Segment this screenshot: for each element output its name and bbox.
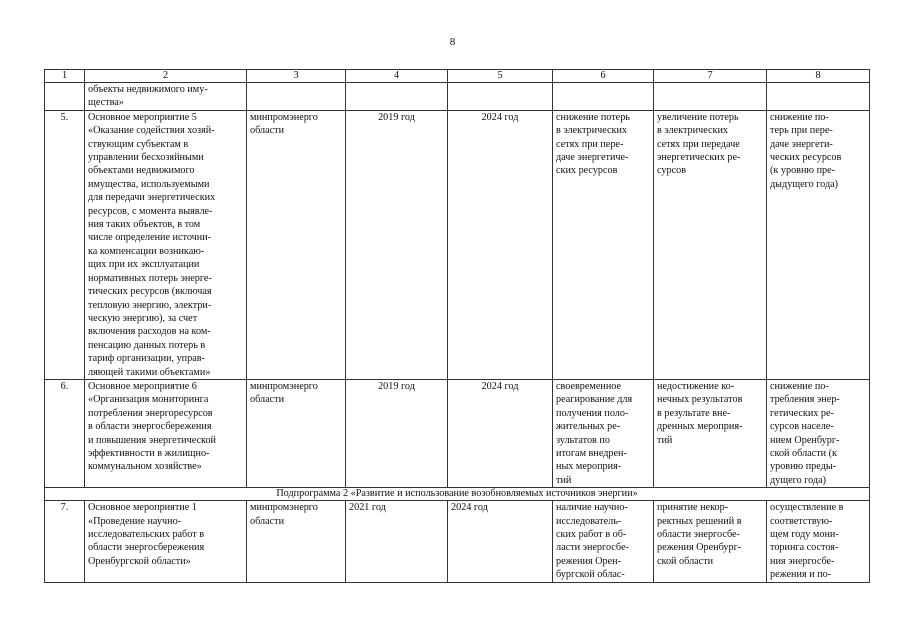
- indicator-cell: осуществление в соответствую- щем году мони- торинга состоя- ния энергосбе- режения и по-: [767, 501, 870, 582]
- header-cell: 2: [85, 70, 247, 83]
- event-cell: объекты недвижимого иму- щества»: [85, 83, 247, 111]
- executor-cell: минпромэнерго области: [247, 110, 346, 379]
- start-year-cell: 2019 год: [346, 379, 448, 487]
- header-cell: 6: [553, 70, 654, 83]
- table-cell: [553, 83, 654, 111]
- executor-cell: минпромэнерго области: [247, 379, 346, 487]
- page-number: 8: [449, 36, 456, 48]
- table-cell: [448, 83, 553, 111]
- event-cell: Основное мероприятие 6 «Организация мониторинга потребления энергоресурсов в области энергосбережения и повышения энергетической эффективности в жилищно- коммунальном хозяйстве»: [85, 379, 247, 487]
- subprogram-title: Подпрограмма 2 «Развитие и использование возобновляемых источников энергии»: [45, 488, 870, 501]
- event-cell: Основное мероприятие 5 «Оказание содействия хозяй- ствующим субъектам в управлении бесхозяйными объектами недвижимого имущества, используемыми для передачи энергетических ресурсов, с момента выявле- ния таких объектов, в том числе определение источни- ка компенсации возникаю- щих при их эксплуатации нормативных потерь энерге- тических ресурсов (включая тепловую энергию, электри- ческую энергию), за счет включения расходов на ком- пенсацию данных потерь в тариф организации, управ- ляющей такими объектами»: [85, 110, 247, 379]
- subprogram-row: [45, 488, 870, 501]
- table-row: [45, 110, 870, 379]
- measures-table: [44, 69, 870, 583]
- table-row: [45, 501, 870, 582]
- table-cell: [654, 83, 767, 111]
- header-cell: 4: [346, 70, 448, 83]
- result-cell: наличие научно- исследователь- ских работ в об- ласти энергосбе- режения Орен- бургской облас-: [553, 501, 654, 582]
- continuation-row: [45, 83, 870, 111]
- table-row: [45, 379, 870, 487]
- end-year-cell: 2024 год: [448, 110, 553, 379]
- table-cell: [767, 83, 870, 111]
- result-cell: снижение потерь в электрических сетях при пере- даче энергетиче- ских ресурсов: [553, 110, 654, 379]
- event-cell: Основное мероприятие 1 «Проведение научно- исследовательских работ в области энергосбережения Оренбургской области»: [85, 501, 247, 582]
- table-cell: [247, 83, 346, 111]
- end-year-cell: 2024 год: [448, 379, 553, 487]
- row-number: 5.: [45, 110, 85, 379]
- row-number: 7.: [45, 501, 85, 582]
- table-cell: [346, 83, 448, 111]
- header-cell: 1: [45, 70, 85, 83]
- end-year-cell: 2024 год: [448, 501, 553, 582]
- header-cell: 3: [247, 70, 346, 83]
- indicator-cell: снижение по- терь при пере- даче энергети- ческих ресурсов (к уровню пре- дыдущего года): [767, 110, 870, 379]
- header-cell: 5: [448, 70, 553, 83]
- indicator-cell: снижение по- требления энер- гетических ре- сурсов населе- нием Оренбург- ской области (к уровню преды- дущего года): [767, 379, 870, 487]
- header-cell: 7: [654, 70, 767, 83]
- consequences-cell: увеличение потерь в электрических сетях при передаче энергетических ре- сурсов: [654, 110, 767, 379]
- executor-cell: минпромэнерго области: [247, 501, 346, 582]
- consequences-cell: принятие некор- ректных решений в области энергосбе- режения Оренбург- ской области: [654, 501, 767, 582]
- consequences-cell: недостижение ко- нечных результатов в результате вне- дренных мероприя- тий: [654, 379, 767, 487]
- result-cell: своевременное реагирование для получения поло- жительных ре- зультатов по итогам внедрен- ных мероприя- тий: [553, 379, 654, 487]
- start-year-cell: 2019 год: [346, 110, 448, 379]
- start-year-cell: 2021 год: [346, 501, 448, 582]
- row-number: 6.: [45, 379, 85, 487]
- table-cell: [45, 83, 85, 111]
- header-cell: 8: [767, 70, 870, 83]
- header-row: [45, 70, 870, 83]
